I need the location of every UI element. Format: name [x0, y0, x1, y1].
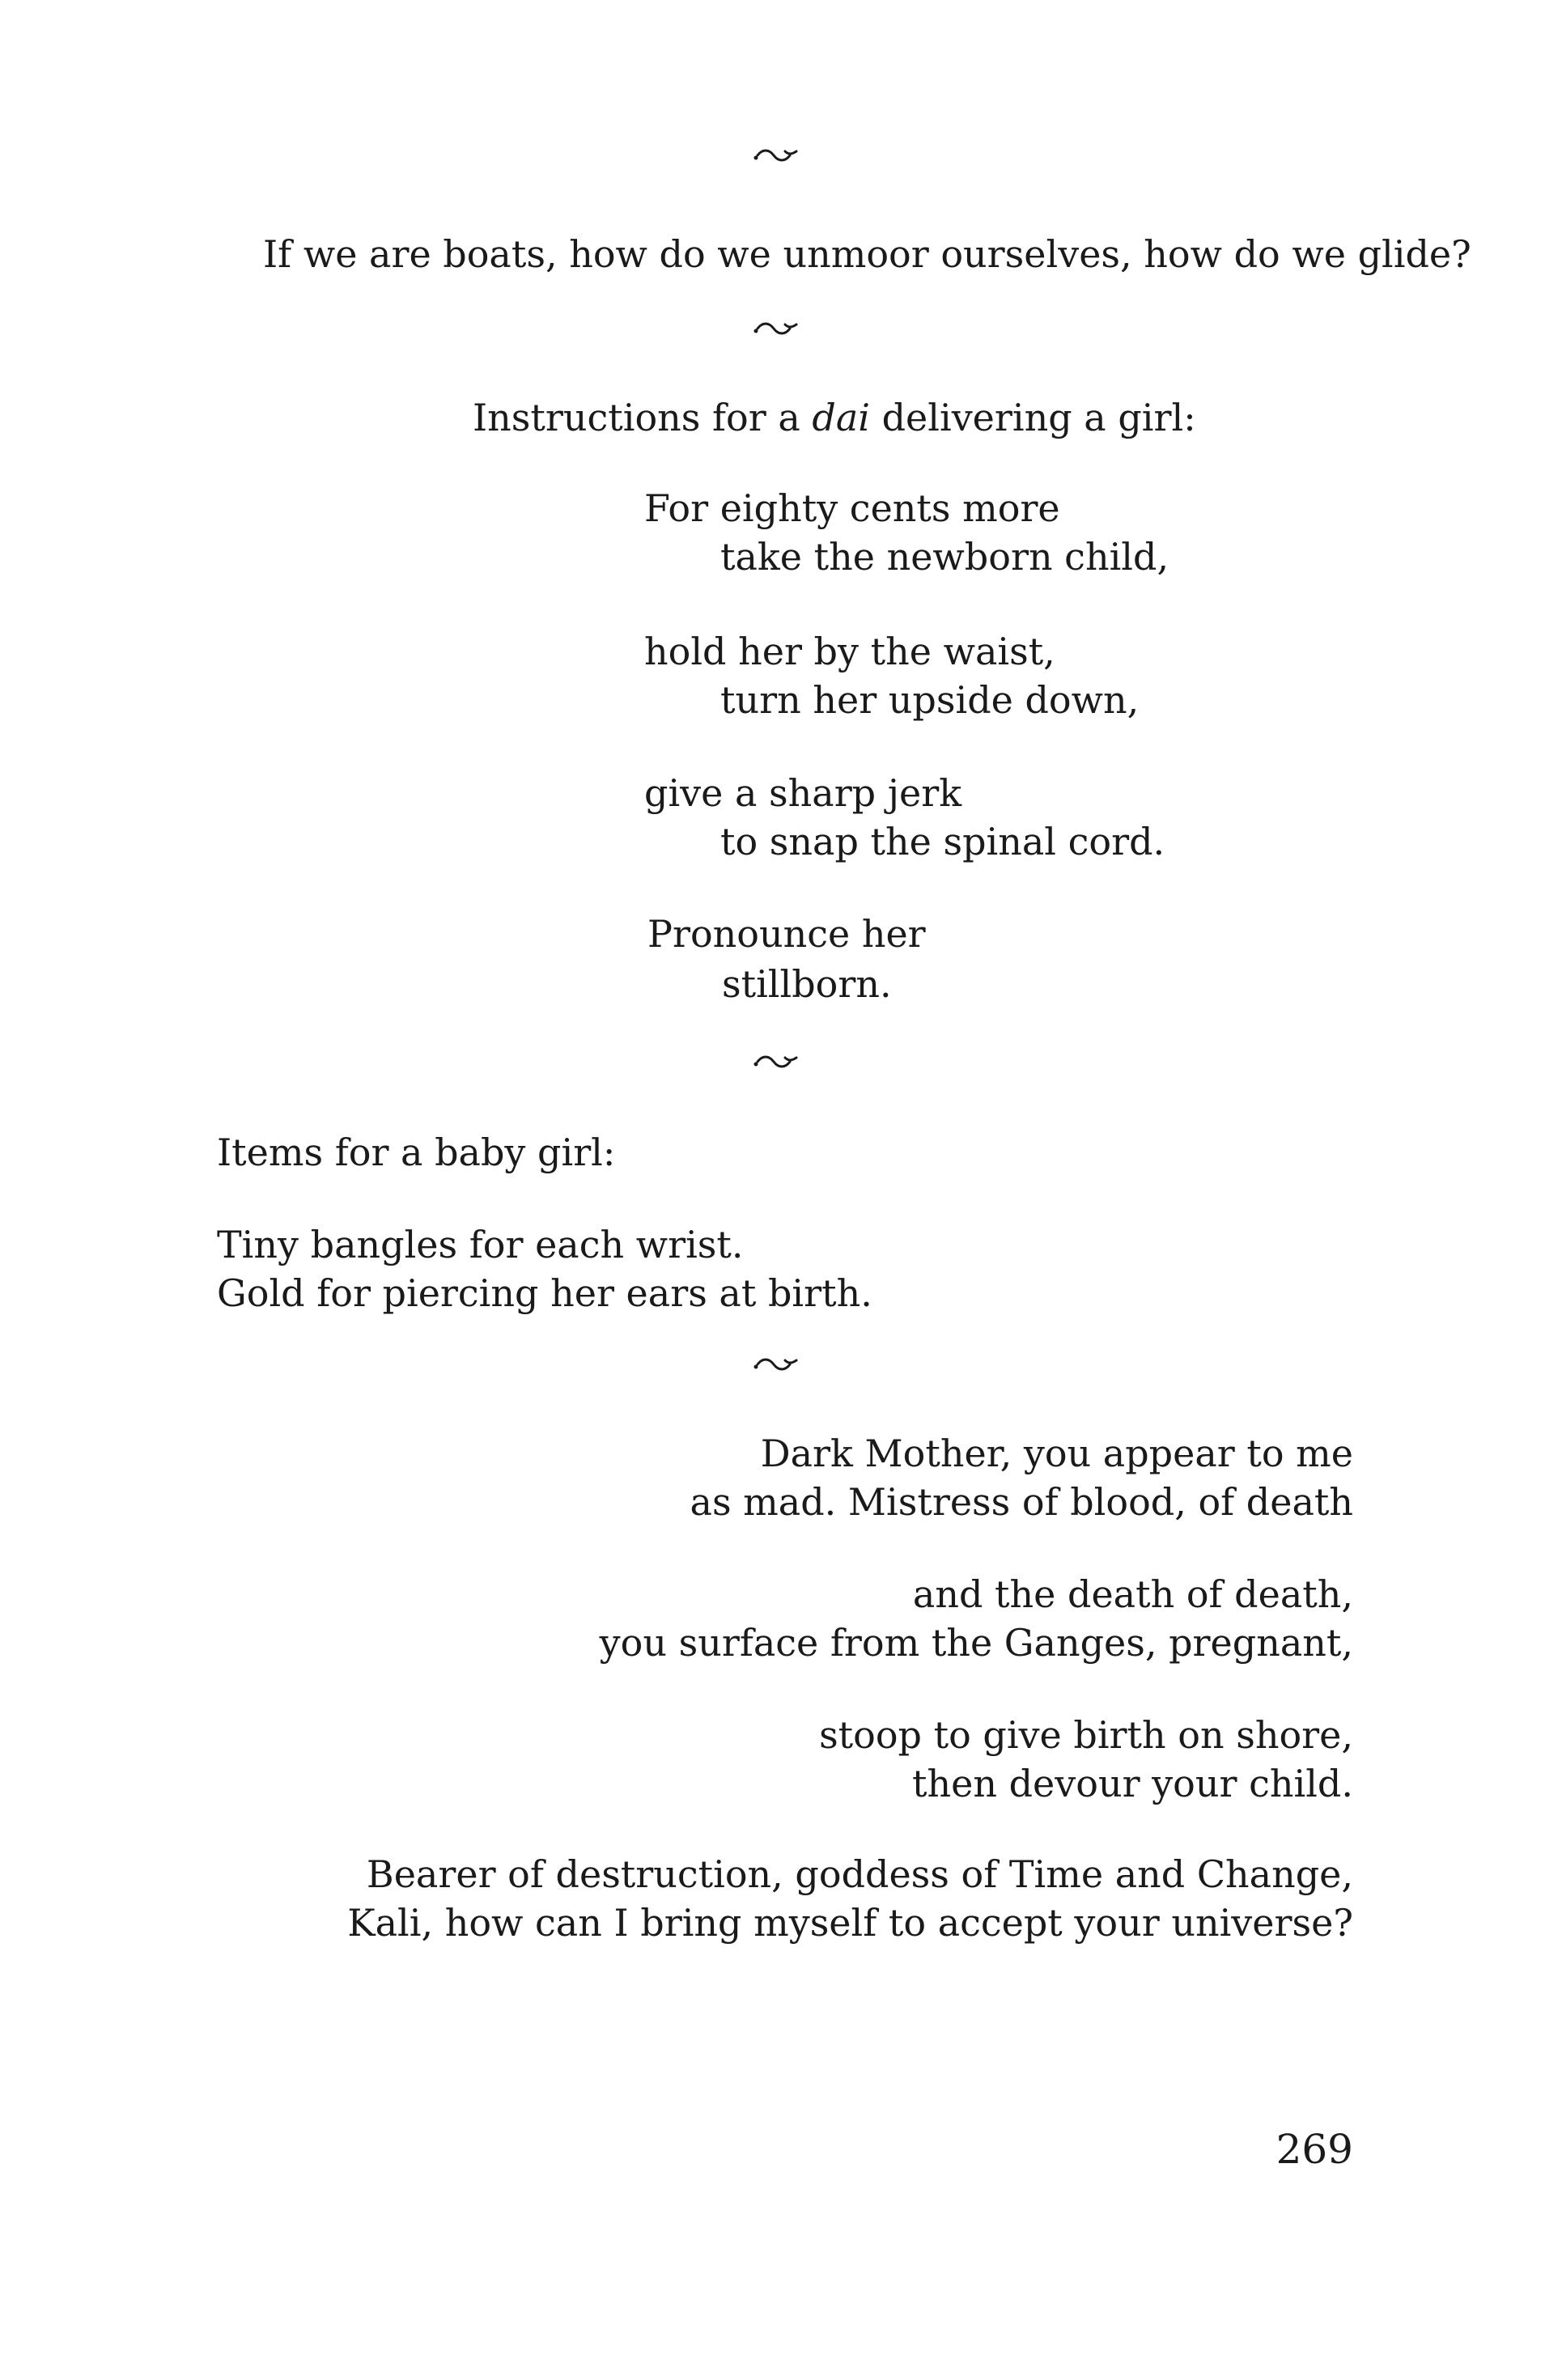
kali-line: Kali, how can I bring myself to accept your universe?: [347, 1901, 1353, 1945]
kali-line: stoop to give birth on shore,: [819, 1713, 1353, 1757]
stanza-line: Pronounce her: [647, 912, 926, 956]
items-line: Gold for piercing her ears at birth.: [217, 1271, 872, 1315]
kali-line: Dark Mother, you appear to me: [760, 1432, 1353, 1475]
page-number: 269: [1275, 2126, 1353, 2173]
stanza-line: turn her upside down,: [720, 678, 1140, 722]
kali-line: then devour your child.: [912, 1762, 1353, 1805]
fleuron-icon: [753, 1050, 801, 1075]
fleuron-icon: [753, 144, 801, 168]
stanza-line: take the newborn child,: [720, 535, 1169, 579]
stanza-line: to snap the spinal cord.: [720, 820, 1165, 863]
items-line: Tiny bangles for each wrist.: [217, 1223, 744, 1266]
stanza-line: For eighty cents more: [644, 486, 1060, 530]
stanza-line: stillborn.: [722, 962, 892, 1006]
items-heading: Items for a baby girl:: [217, 1131, 616, 1174]
fleuron-icon: [753, 317, 801, 342]
kali-line: you surface from the Ganges, pregnant,: [599, 1621, 1353, 1665]
stanza-line: hold her by the waist,: [644, 630, 1055, 673]
instructions-heading-part: Instructions for a: [473, 396, 813, 439]
kali-line: Bearer of destruction, goddess of Time and Change,: [366, 1852, 1353, 1896]
fleuron-icon: [753, 1353, 801, 1377]
poem-line-boats: If we are boats, how do we unmoor ourselves, how do we glide?: [263, 232, 1471, 276]
instructions-heading-italic: dai: [812, 396, 870, 439]
kali-line: and the death of death,: [912, 1572, 1353, 1616]
stanza-line: give a sharp jerk: [644, 771, 962, 815]
instructions-heading: [473, 393, 1196, 442]
instructions-heading-part: delivering a girl:: [869, 396, 1196, 439]
kali-line: as mad. Mistress of blood, of death: [690, 1480, 1353, 1524]
